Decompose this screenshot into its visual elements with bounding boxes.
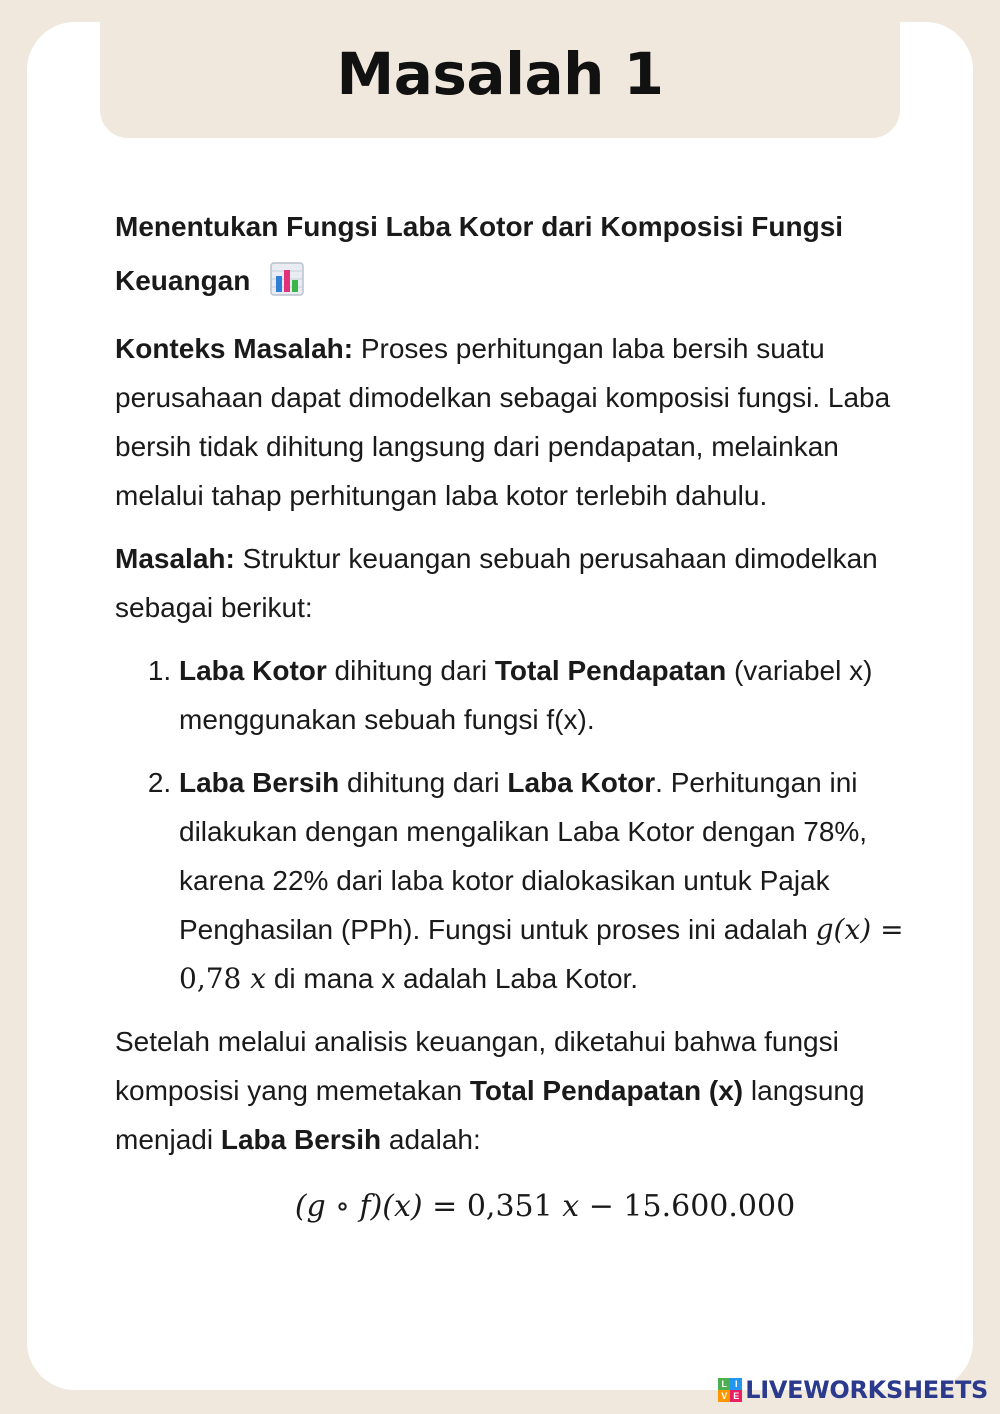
heading-text: Menentukan Fungsi Laba Kotor dari Komposisi Fungsi Keuangan	[115, 211, 844, 296]
list-item	[179, 646, 925, 744]
problem-paragraph	[115, 534, 925, 632]
term-total-pendapatan: Total Pendapatan (x)	[469, 1075, 744, 1106]
worksheet-content	[115, 200, 925, 1231]
problem-heading	[115, 200, 925, 314]
problem-label: Masalah:	[115, 543, 235, 574]
context-label: Konteks Masalah:	[115, 333, 354, 364]
item-text: di mana x adalah Laba Kotor.	[266, 963, 639, 994]
logo-mark-cell: I	[730, 1378, 742, 1390]
logo-mark-cell: L	[718, 1378, 730, 1390]
bar-chart-icon	[270, 260, 304, 314]
item-text: . Perhitungan ini dilakukan dengan mengalikan Laba Kotor dengan 78%, karena 22% dari laba kotor dialokasikan untuk Pajak Penghasilan (PPh). Fungsi untuk proses ini adalah	[179, 767, 868, 945]
formula-rest: − 15.600.000	[579, 1189, 796, 1224]
math-fn: g	[815, 913, 834, 946]
context-text: Proses perhitungan laba bersih suatu perusahaan dapat dimodelkan sebagai komposisi fungsi. Laba bersih tidak dihitung langsung dari pendapatan, melainkan melalui tahap perhitungan laba kotor terlebih dahulu.	[115, 333, 891, 511]
page-title: Masalah 1	[336, 40, 664, 108]
list-item	[179, 758, 925, 1003]
math-var: (x)	[833, 913, 872, 946]
term-laba-kotor: Laba Kotor	[507, 767, 656, 798]
logo-mark-icon	[718, 1378, 742, 1402]
conclusion-paragraph	[115, 1017, 925, 1164]
logo-text: LIVEWORKSHEETS	[745, 1376, 988, 1404]
term-total-pendapatan: Total Pendapatan	[494, 655, 727, 686]
logo-mark-cell: E	[730, 1390, 742, 1402]
composition-formula	[115, 1182, 925, 1231]
context-paragraph	[115, 324, 925, 520]
conclusion-text: Setelah melalui analisis keuangan, diketahui bahwa fungsi komposisi yang memetakan	[115, 1026, 839, 1106]
formula-eq: = 0,351	[422, 1189, 563, 1224]
item-text: dihitung dari	[339, 767, 508, 798]
problem-text: Struktur keuangan sebuah perusahaan dimodelkan sebagai berikut:	[115, 543, 878, 623]
formula-left: (g ∘ f)(x)	[294, 1189, 423, 1224]
term-laba-kotor: Laba Kotor	[179, 655, 327, 686]
term-laba-bersih: Laba Bersih	[220, 1124, 382, 1155]
conclusion-text: adalah:	[381, 1124, 481, 1155]
liveworksheets-logo	[718, 1376, 988, 1404]
item-text: dihitung dari	[326, 655, 495, 686]
math-eq: = 0,78	[179, 913, 904, 995]
conclusion-text: langsung menjadi	[115, 1075, 865, 1155]
math-x: x	[250, 962, 267, 995]
logo-mark-cell: V	[718, 1390, 730, 1402]
title-banner	[100, 22, 900, 138]
model-list	[115, 646, 925, 1003]
item-text: (variabel x) menggunakan sebuah fungsi f(x).	[179, 655, 873, 735]
term-laba-bersih: Laba Bersih	[179, 767, 340, 798]
formula-x: x	[562, 1189, 580, 1224]
